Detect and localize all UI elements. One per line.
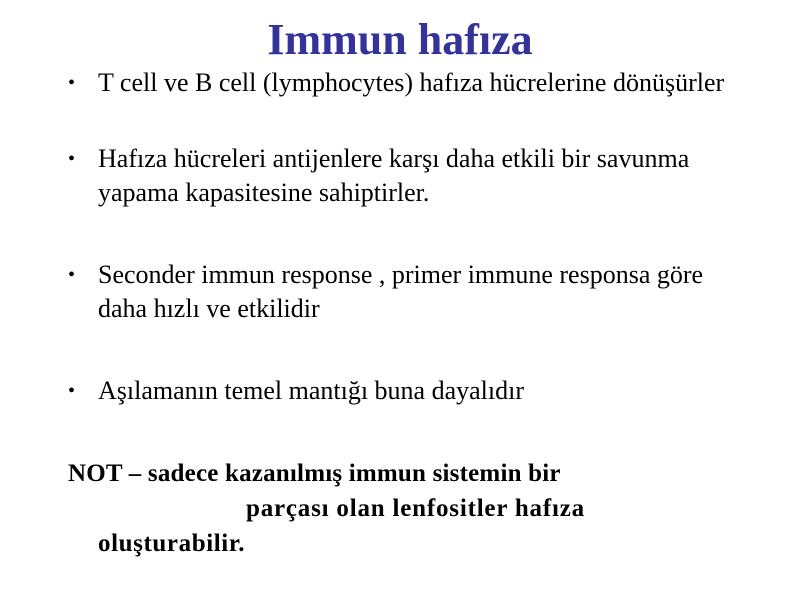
bullet-item bbox=[68, 66, 728, 100]
note-paragraph bbox=[68, 456, 768, 561]
bullet-text: Seconder immun response , primer immune responsa göre daha hızlı ve etkilidir bbox=[98, 260, 704, 323]
bullet-item bbox=[68, 142, 728, 210]
bullet-text: Hafıza hücreleri antijenlere karşı daha etkili bir savunma yapama kapasitesine sahiptirler. bbox=[98, 144, 690, 207]
bullet-dot-icon: • bbox=[68, 380, 76, 402]
bullet-item bbox=[68, 258, 728, 326]
slide-title: Immun hafıza bbox=[267, 15, 533, 64]
bullet-item bbox=[68, 374, 728, 408]
note-line-2: parçası olan lenfositler hafıza bbox=[246, 495, 585, 522]
bullet-text: Aşılamanın temel mantığı buna dayalıdır bbox=[98, 376, 525, 405]
bullet-text: T cell ve B cell (lymphocytes) hafıza hücrelerine dönüşürler bbox=[98, 68, 725, 97]
bullet-dot-icon: • bbox=[68, 264, 76, 286]
bullet-dot-icon: • bbox=[68, 148, 76, 170]
note-line-1: NOT – sadece kazanılmış immun sistemin bir bbox=[68, 460, 561, 487]
note-line-3: oluşturabilir. bbox=[98, 530, 246, 557]
bullet-dot-icon: • bbox=[68, 72, 76, 94]
